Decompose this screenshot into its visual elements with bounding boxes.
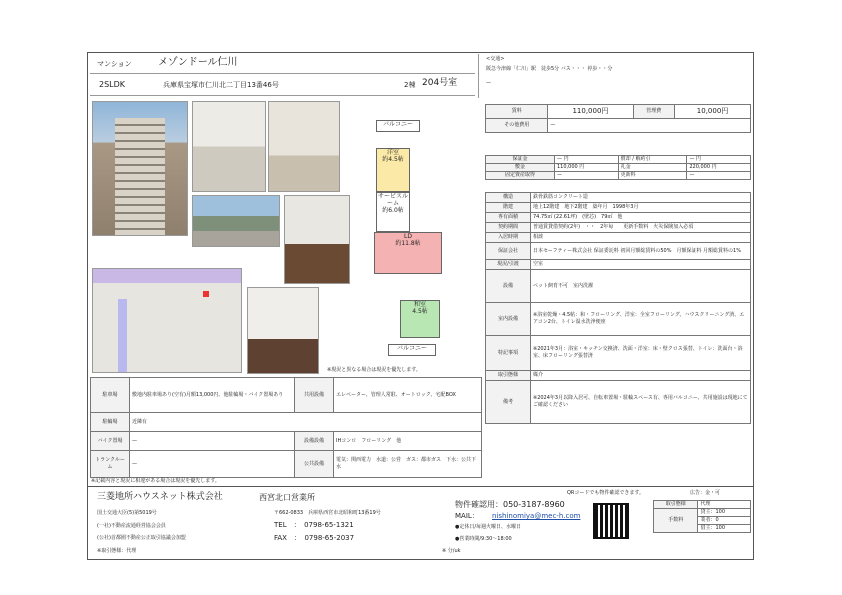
facility-label: 共用設備 xyxy=(295,378,334,413)
layout: 2SLDK xyxy=(99,80,126,89)
facility-value: 敷地内駐車場あり(空有)月額13,000円、他駐輪場・バイク置場あり xyxy=(130,378,295,413)
facility-label: 設備設備 xyxy=(295,432,334,451)
spec-value: 地上12階建 地下2階建 築年月 1998年3月 xyxy=(531,203,751,213)
facility-label: 駐輪場 xyxy=(91,413,130,432)
divider xyxy=(88,486,753,487)
map xyxy=(92,268,242,373)
spec-value: ペット飼育不可 室内洗濯 xyxy=(531,270,751,303)
spec-label: 設備 xyxy=(486,270,531,303)
mail-link[interactable]: nishinomiya@mec-h.com xyxy=(492,512,581,520)
spec-label: 構造 xyxy=(486,193,531,203)
divider xyxy=(478,54,479,98)
fee-box-value: 業者：0 xyxy=(698,517,751,525)
contact-tel[interactable]: 物件確認用：050-3187-8960 xyxy=(455,500,565,509)
fee-box-label: 手数料 xyxy=(654,509,698,533)
divider xyxy=(90,73,475,74)
association: (公社)首都圏不動産公正取引協議会加盟 xyxy=(97,535,186,541)
fee-box-sub: 代理 xyxy=(698,501,751,509)
property-name: メゾンドール仁川 xyxy=(158,57,238,68)
ldk-size: 約11.8帖 xyxy=(395,240,421,247)
other-label: その他費用 xyxy=(486,119,548,133)
terms-cell: — xyxy=(555,172,619,180)
company-tel: TEL ： 0798-65-1321 xyxy=(274,521,354,529)
mail-label: MAIL： xyxy=(455,512,479,520)
divider xyxy=(90,95,475,96)
kitchen-photo xyxy=(192,101,266,192)
room-no: 204号室 xyxy=(422,78,458,88)
japanese-label: 和室 xyxy=(413,301,426,308)
terms-table xyxy=(485,155,751,180)
terms-cell: 敷金 xyxy=(486,164,555,172)
terms-cell: 110,000 円 xyxy=(555,164,619,172)
spec-label: 階建 xyxy=(486,203,531,213)
postal-address: 〒662-0833 兵庫県西宮市北昭和町13番19号 xyxy=(274,510,381,516)
facility-table xyxy=(90,377,482,478)
fee-label: 管理費 xyxy=(633,105,675,119)
traffic-line: — xyxy=(486,80,491,86)
facility-label: バイク置場 xyxy=(91,432,130,451)
western-label: 洋室 xyxy=(386,149,399,156)
floor-plan xyxy=(364,120,460,360)
spec-label: 契約期間 xyxy=(486,223,531,233)
traffic-line: 阪急今津線「仁川」駅 徒歩5分 バス・・・ 停歩・・分 xyxy=(486,66,613,72)
facility-label: 駐車場 xyxy=(91,378,130,413)
balcony-label: バルコニー xyxy=(396,345,427,352)
traffic-heading: <交通> xyxy=(486,56,505,62)
branch-name: 西宮北口営業所 xyxy=(259,493,315,502)
facility-value: IHコンロ フローリング 他 xyxy=(334,432,482,451)
trade-type: ※取引態様：代理 xyxy=(97,548,137,554)
terms-cell: 礼金 xyxy=(618,164,687,172)
company-fax: FAX ： 0798-65-2037 xyxy=(274,534,355,542)
facility-value: — xyxy=(130,432,295,451)
terms-cell: 220,000 円 xyxy=(687,164,751,172)
service-size: 約6.0帖 xyxy=(382,207,404,214)
room-photo xyxy=(247,287,319,374)
rent-box xyxy=(485,104,751,144)
other-value: — xyxy=(548,119,751,133)
service-label: サービスルーム xyxy=(377,193,408,207)
fee-box-value: 貸主：100 xyxy=(698,509,751,517)
spec-label: 備考 xyxy=(486,381,531,424)
fee-box xyxy=(653,500,751,533)
spec-value: 鉄骨鉄筋コンクリート造 xyxy=(531,193,751,203)
spec-value: 媒介 xyxy=(531,371,751,381)
terms-cell: — 円 xyxy=(687,156,751,164)
spec-label: 専有面積 xyxy=(486,213,531,223)
spec-value: ※浴室乾燥・4.5帖：和・フローリング、洋室：全室フローリング、ハウスクリーニング済、エアコン2台、トイレ温水洗浄便座 xyxy=(531,303,751,336)
spec-label: 室内設備 xyxy=(486,303,531,336)
license: 国土交通大臣(5)第5019号 xyxy=(97,510,157,516)
fee-box-value: 借主：100 xyxy=(698,525,751,533)
ldk-label: LD xyxy=(404,233,412,240)
qr-note: QRコードでも物件確認できます。 xyxy=(567,490,645,496)
facility-label: 公共設備 xyxy=(295,451,334,478)
spec-value: 相談 xyxy=(531,233,751,243)
room-photo xyxy=(284,195,350,284)
unit-note: ※ 分/uk xyxy=(442,548,461,554)
terms-cell: 更新料 xyxy=(618,172,687,180)
facility-value: — xyxy=(130,451,295,478)
building-photo xyxy=(92,101,188,236)
facility-value: 電気：関西電力 水道：公営 ガス：都市ガス 下水：公共下水 xyxy=(334,451,482,478)
spec-label: 保証会社 xyxy=(486,243,531,260)
ad-note: 広告：金・可 xyxy=(690,490,721,496)
spec-value: 普通賃貸借契約(2年) ・・ 2年毎 更新手数料 火災保険加入必須 xyxy=(531,223,751,233)
footnote: ※記載内容と現況に相違がある場合は現況を優先します。 xyxy=(91,478,220,484)
category: マンション xyxy=(97,60,132,68)
rent-value: 110,000円 xyxy=(548,105,633,119)
fee-box-title: 取引態様 xyxy=(654,501,698,509)
company-name: 三菱地所ハウスネット株式会社 xyxy=(97,492,223,502)
association: (一社)不動産流通経営協会会員 xyxy=(97,523,166,529)
terms-cell: 償却 / 解約引 xyxy=(618,156,687,164)
facility-label: トランクルーム xyxy=(91,451,130,478)
spec-value: 日本セーフティー株式会社 保証委託料 初回月額総賃料の50% 月額保証料 月額総賃料の1% xyxy=(531,243,751,260)
spec-value: 空室 xyxy=(531,260,751,270)
spec-value: ※2021年3月：浴室・キッチン交換済、洗面・洋室：床・壁クロス張替、トイレ：洗面台・浴室、床フローリング張替済 xyxy=(531,336,751,371)
spec-value: ※2024年3月以降入居可、自転車置場・駐輪スペース有、専用バルコニー、共用施設は現地にてご確認ください xyxy=(531,381,751,424)
bathroom-photo xyxy=(268,101,340,192)
address: 兵庫県宝塚市仁川北二丁目13番46号 xyxy=(163,81,279,89)
spec-label: 現況/引渡 xyxy=(486,260,531,270)
business-hours: ●営業時間/9:30～18:00 xyxy=(455,536,512,542)
business-hours: ●定休日/毎週火曜日、水曜日 xyxy=(455,524,522,530)
facility-value: 近隣有 xyxy=(130,413,482,432)
terms-cell: — xyxy=(687,172,751,180)
spec-value: 74.75㎡ (22.61坪) (壁芯) 79㎡ 他 xyxy=(531,213,751,223)
view-photo xyxy=(192,195,280,247)
building-no: 2棟 xyxy=(404,81,416,89)
western-size: 約4.5帖 xyxy=(382,156,404,163)
facility-value: エレベーター、管理人常駐、オートロック、宅配BOX xyxy=(334,378,482,413)
balcony-label: バルコニー xyxy=(382,121,413,128)
japanese-size: 4.5帖 xyxy=(412,308,428,315)
floorplan-note: ※現況と異なる場合は現況を優先します。 xyxy=(327,367,421,373)
spec-label: 特記事項 xyxy=(486,336,531,371)
spec-label: 入居時期 xyxy=(486,233,531,243)
terms-cell: 保証金 xyxy=(486,156,555,164)
fee-value: 10,000円 xyxy=(675,105,751,119)
terms-cell: 固定資産取得 xyxy=(486,172,555,180)
rent-label: 賃料 xyxy=(486,105,548,119)
spec-table xyxy=(485,192,751,424)
spec-label: 取引態様 xyxy=(486,371,531,381)
terms-cell: — 円 xyxy=(555,156,619,164)
qr-code-icon[interactable] xyxy=(593,503,629,539)
